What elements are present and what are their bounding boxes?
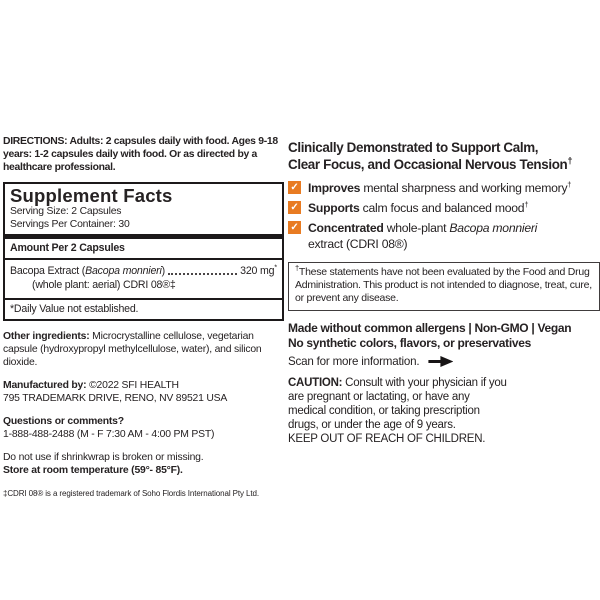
other-ingredients-label: Other ingredients:	[3, 331, 90, 342]
cdri-trademark-note: ‡CDRI 08® is a registered trademark of Soho Flordis International Pty Ltd.	[3, 489, 259, 499]
allergen-claims-line2: No synthetic colors, flavors, or preservatives	[288, 336, 531, 350]
dotted-leader	[168, 273, 237, 275]
fda-disclaimer-text: These statements have not been evaluated by the Food and Drug Administration. This product is not intended to diagnose, treat, cure, or prevent any disease.	[295, 266, 592, 304]
caution-text: Consult with your physician if you are pregnant or lactating, or have any medical condition, or taking prescription drugs, or under the age of 9 years.	[288, 377, 507, 431]
supplement-facts-box	[3, 182, 284, 321]
manufactured-by-label: Manufactured by:	[3, 379, 87, 391]
benefit-item	[288, 221, 600, 235]
ingredient-latin-name: Bacopa monnieri	[85, 265, 162, 277]
manufactured-by	[3, 380, 284, 406]
ingredient-detail: (whole plant: aerial) CDRI 08®‡	[32, 279, 176, 291]
phone-number: 1-888-488-2488 (M - F 7:30 AM - 4:00 PM PST)	[3, 428, 215, 440]
supplement-facts-header	[5, 184, 282, 234]
other-ingredients-text: Microcrystalline cellulose, vegetarian capsule (hydroxypropyl methylcellulose, water), and silicon dioxide.	[3, 331, 262, 368]
benefit-text: Concentrated whole-plant Bacopa monnieri	[308, 221, 538, 235]
dagger-symbol: †	[524, 199, 529, 209]
scan-info-row	[288, 355, 600, 368]
allergen-claims-line1: Made without common allergens | Non-GMO | Vegan	[288, 321, 572, 335]
benefit-text: Improves mental sharpness and working memory†	[308, 179, 572, 195]
other-ingredients	[3, 331, 284, 369]
directions-text: DIRECTIONS: Adults: 2 capsules daily with food. Ages 9-18 years: 1-2 capsules daily with food. Or as directed by a healthcare professional.	[3, 136, 278, 173]
dagger-symbol: †	[295, 263, 299, 273]
manufacturer-name: ©2022 SFI HEALTH	[86, 379, 179, 391]
benefit-checklist	[288, 181, 600, 252]
benefit-text: Supports calm focus and balanced mood†	[308, 199, 529, 215]
serving-size: Serving Size: 2 Capsules	[10, 206, 122, 217]
fda-disclaimer-box	[288, 262, 600, 311]
ingredient-name-amount	[10, 262, 277, 277]
right-column	[288, 139, 600, 446]
checkmark-icon: ✓	[288, 201, 301, 214]
scan-info-text: Scan for more information.	[288, 355, 420, 368]
claims-heading-line1: Clinically Demonstrated to Support Calm,	[288, 140, 539, 155]
questions-label: Questions or comments?	[3, 415, 124, 427]
latin-name: Bacopa monnieri	[449, 221, 538, 235]
ingredient-name: Bacopa Extract (Bacopa monnieri)	[10, 265, 165, 277]
benefit-item	[288, 201, 600, 215]
dagger-symbol: †	[567, 179, 572, 189]
claims-heading-line2: Clear Focus, and Occasional Nervous Tension	[288, 157, 568, 172]
checkmark-icon: ✓	[288, 181, 301, 194]
amount-per-serving-header: Amount Per 2 Capsules	[5, 239, 282, 260]
keep-out-of-reach-text: KEEP OUT OF REACH OF CHILDREN.	[288, 433, 486, 445]
claims-heading	[288, 139, 600, 173]
benefit-item	[288, 181, 600, 195]
daily-value-asterisk: *	[274, 262, 277, 272]
servings-per-container: Servings Per Container: 30	[10, 218, 130, 230]
caution-label: CAUTION:	[288, 377, 343, 389]
left-column	[3, 135, 284, 507]
ingredient-amount: 320 mg*	[240, 262, 277, 277]
manufacturer-address: 795 TRADEMARK DRIVE, RENO, NV 89521 USA	[3, 392, 228, 404]
arrow-right-icon	[428, 356, 453, 367]
storage-temperature: Store at room temperature (59°- 85°F).	[3, 464, 183, 476]
supplement-facts-title: Supplement Facts	[10, 185, 173, 206]
benefit-text-continued: extract (CDRI 08®)	[308, 237, 408, 251]
allergen-claims	[288, 321, 600, 351]
shrinkwrap-warning: Do not use if shrinkwrap is broken or missing.	[3, 451, 204, 463]
questions-block	[3, 416, 284, 442]
storage-block	[3, 452, 284, 478]
checkmark-icon: ✓	[288, 221, 301, 234]
daily-value-footnote: *Daily Value not established.	[5, 298, 282, 319]
caution-block	[288, 376, 510, 446]
dagger-symbol: †	[567, 155, 573, 167]
ingredient-row	[5, 260, 282, 298]
